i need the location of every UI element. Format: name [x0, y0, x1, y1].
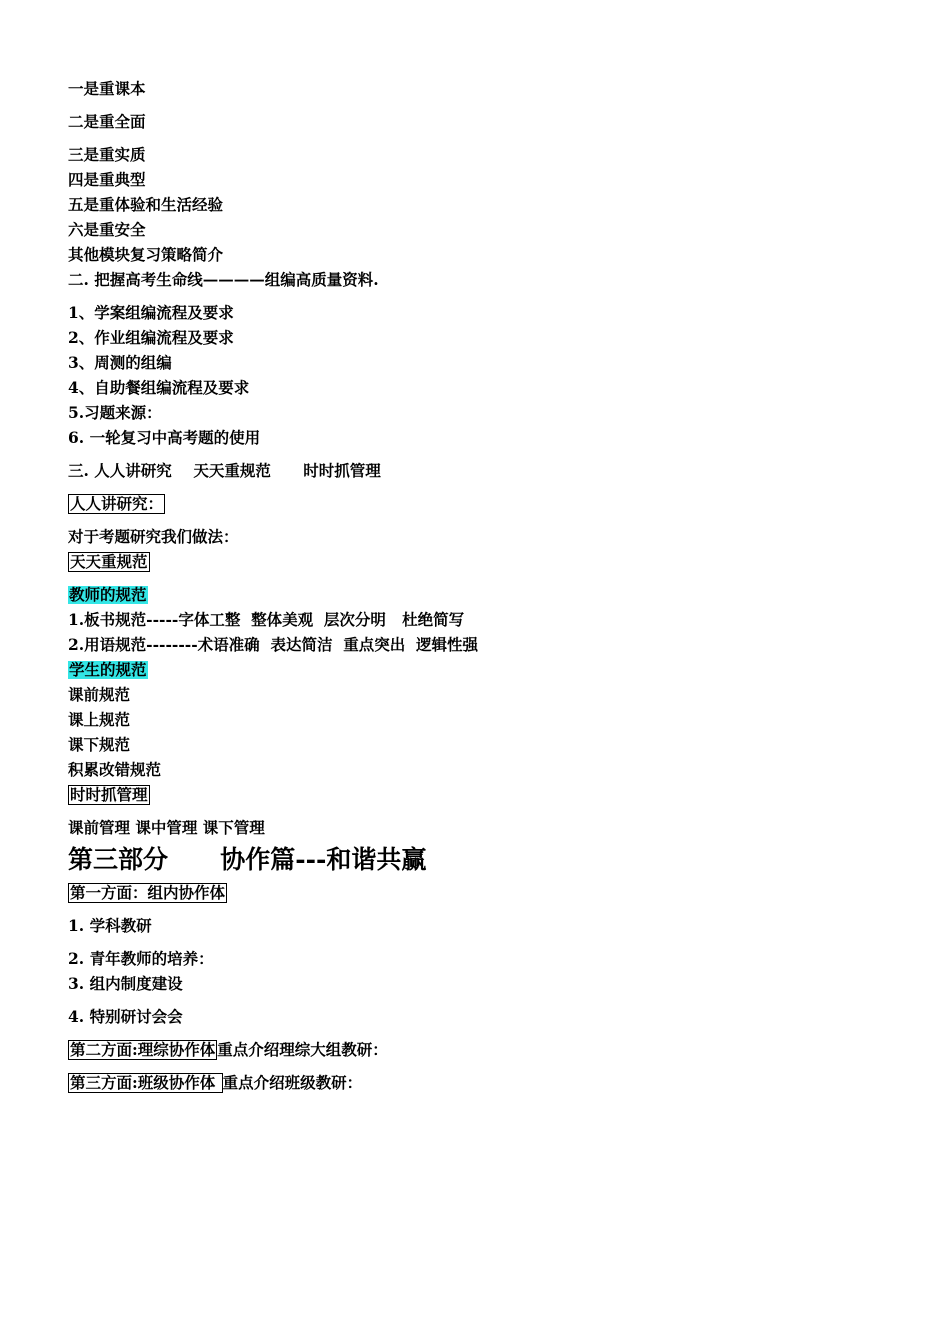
highlight-label: 教师的规范 [69, 585, 147, 604]
highlight-line [68, 657, 888, 682]
text-line: 2.用语规范--------术语准确 表达简洁 重点突出 逻辑性强 [68, 635, 479, 654]
section-heading: 三. 人人讲研究 天天重规范 时时抓管理 [68, 461, 381, 480]
text-line: 1、学案组编流程及要求 [68, 303, 234, 322]
text-line: 对于考题研究我们做法： [68, 527, 239, 546]
text-line: 5.习题来源： [68, 403, 162, 422]
highlight-label: 学生的规范 [69, 660, 147, 679]
text-line: 六是重安全 [68, 220, 146, 239]
boxed-line [68, 491, 888, 516]
line-text: 重点介绍班级教研： [222, 1073, 363, 1092]
line-text: 重点介绍理综大组教研： [217, 1040, 388, 1059]
text-line: 课上规范 [68, 710, 131, 729]
text-line: 1.板书规范-----字体工整 整体美观 层次分明 杜绝简写 [68, 610, 465, 629]
text-line: 二是重全面 [68, 112, 146, 131]
boxed-line [68, 880, 888, 905]
boxed-label: 人人讲研究： [70, 494, 164, 513]
text-line: 其他模块复习策略简介 [68, 245, 224, 264]
section-heading: 二. 把握高考生命线————组编高质量资料. [68, 270, 379, 289]
text-line: 三是重实质 [68, 145, 146, 164]
text-line: 3、周测的组编 [68, 353, 172, 372]
text-line: 3. 组内制度建设 [68, 974, 183, 993]
text-line: 4. 特别研讨会会 [68, 1007, 183, 1026]
text-line: 4、自助餐组编流程及要求 [68, 378, 250, 397]
text-line: 2、作业组编流程及要求 [68, 328, 234, 347]
text-line: 五是重体验和生活经验 [68, 195, 224, 214]
text-line: 一是重课本 [68, 79, 146, 98]
part-heading: 第三部分 协作篇---和谐共赢 [68, 845, 427, 874]
boxed-line [68, 549, 888, 574]
boxed-label: 第三方面:班级协作体 [70, 1073, 221, 1092]
boxed-line [68, 782, 888, 807]
text-line: 1. 学科教研 [68, 916, 152, 935]
text-line: 积累改错规范 [68, 760, 162, 779]
text-line: 课前管理 课中管理 课下管理 [68, 818, 265, 837]
text-line: 课下规范 [68, 735, 131, 754]
document-page [68, 76, 888, 1095]
boxed-line [68, 1037, 888, 1062]
boxed-label: 第二方面:理综协作体 [70, 1040, 216, 1059]
boxed-label: 天天重规范 [70, 552, 148, 571]
boxed-label: 时时抓管理 [70, 785, 148, 804]
text-line: 2. 青年教师的培养： [68, 949, 214, 968]
text-line: 课前规范 [68, 685, 131, 704]
text-line: 四是重典型 [68, 170, 146, 189]
text-line: 6. 一轮复习中高考题的使用 [68, 428, 261, 447]
boxed-label: 第一方面：组内协作体 [70, 883, 226, 902]
boxed-line [68, 1070, 888, 1095]
highlight-line [68, 582, 888, 607]
